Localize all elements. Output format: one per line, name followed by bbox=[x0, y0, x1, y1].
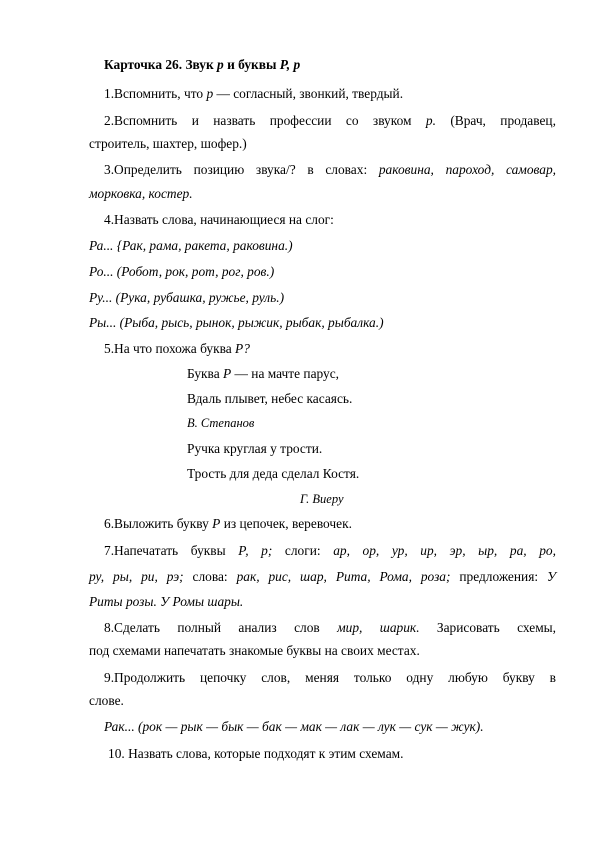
text-fragment: звуком bbox=[372, 113, 412, 128]
text-fragment: 5.На что похожа буква bbox=[104, 341, 236, 356]
item-3-line-2: морковка, костер. bbox=[89, 186, 193, 201]
item-10: 10. Назвать слова, которые подходят к этим схемам. bbox=[108, 746, 404, 761]
text-fragment: эр, bbox=[449, 543, 466, 558]
item-7-line-2 bbox=[89, 568, 556, 586]
text-fragment: и bbox=[191, 113, 199, 128]
text-fragment: 2.Вспомнить bbox=[104, 113, 178, 128]
text-fragment: 8.Сделать bbox=[104, 620, 160, 635]
text-fragment: Р, р bbox=[279, 57, 301, 72]
text-fragment: ар, bbox=[333, 543, 350, 558]
item-7 bbox=[104, 542, 556, 560]
text-fragment: р bbox=[217, 57, 224, 72]
text-fragment: буквы bbox=[190, 543, 226, 558]
item-6 bbox=[104, 515, 352, 533]
text-fragment: только bbox=[353, 670, 392, 685]
text-fragment: ор, bbox=[362, 543, 380, 558]
text-fragment: 7.Напечатать bbox=[104, 543, 179, 558]
poem-2-author: Г. Виеру bbox=[300, 492, 344, 506]
text-fragment: позицию bbox=[193, 162, 245, 177]
item-9-chain: Рак... (рок — рык — бык — бак — мак — лак — лук — сук — жук). bbox=[104, 719, 484, 734]
poem-2-line-2: Трость для деда сделал Костя. bbox=[187, 466, 360, 481]
syllable-line: Ро... (Робот, рок, рот, рог, ров.) bbox=[89, 264, 275, 279]
card-title bbox=[104, 56, 300, 74]
text-fragment: слов bbox=[294, 620, 320, 635]
item-3 bbox=[104, 161, 556, 179]
text-fragment: р. bbox=[425, 113, 436, 128]
text-fragment: назвать bbox=[213, 113, 256, 128]
item-7-line-3: Риты розы. У Ромы шары. bbox=[89, 594, 244, 609]
text-fragment: шарик. bbox=[379, 620, 420, 635]
text-fragment: (Врач, bbox=[450, 113, 486, 128]
text-fragment: цепочку bbox=[199, 670, 247, 685]
item-8 bbox=[104, 619, 556, 637]
text-fragment: раковина, bbox=[378, 162, 434, 177]
item-1 bbox=[104, 85, 403, 103]
poem-1-line-1 bbox=[187, 365, 339, 383]
syllable-line: Ра... {Рак, рама, ракета, раковина.) bbox=[89, 238, 293, 253]
text-fragment: одну bbox=[406, 670, 434, 685]
text-fragment: У bbox=[546, 569, 556, 584]
text-fragment: Зарисовать bbox=[436, 620, 500, 635]
syllable-line: Ры... (Рыба, рысь, рынок, рыжик, рыбак, рыбалка.) bbox=[89, 315, 384, 330]
text-fragment: 6.Выложить букву bbox=[104, 516, 213, 531]
text-fragment: мир, bbox=[337, 620, 363, 635]
text-fragment: букву bbox=[502, 670, 535, 685]
text-fragment: предложения: bbox=[450, 569, 547, 584]
poem-1-author: В. Степанов bbox=[187, 416, 255, 430]
text-fragment: р bbox=[206, 86, 214, 101]
text-fragment: продавец, bbox=[500, 113, 556, 128]
text-fragment: меняя bbox=[305, 670, 340, 685]
text-fragment: Р bbox=[212, 516, 221, 531]
text-fragment: в bbox=[549, 670, 556, 685]
text-fragment: — согласный, звонкий, твердый. bbox=[213, 86, 404, 101]
text-fragment: анализ bbox=[238, 620, 277, 635]
text-fragment: слоги: bbox=[284, 543, 321, 558]
item-8-line-2: под схемами напечатать знакомые буквы на своих местах. bbox=[89, 643, 420, 658]
text-fragment: из цепочек, веревочек. bbox=[220, 516, 352, 531]
text-fragment: пароход, bbox=[445, 162, 495, 177]
text-fragment: ро, bbox=[539, 543, 556, 558]
text-fragment: слов, bbox=[261, 670, 291, 685]
text-fragment: звука/? bbox=[255, 162, 296, 177]
text-fragment: р; bbox=[261, 543, 273, 558]
text-fragment: полный bbox=[177, 620, 222, 635]
text-fragment: Карточка 26. Звук bbox=[104, 57, 218, 72]
text-fragment: Р? bbox=[235, 341, 250, 356]
text-fragment: профессии bbox=[269, 113, 332, 128]
text-fragment: рак, рис, шар, Рита, Рома, роза; bbox=[236, 569, 451, 584]
poem-1-line-2: Вдаль плывет, небес касаясь. bbox=[187, 391, 353, 406]
text-fragment: Р, bbox=[238, 543, 249, 558]
text-fragment: словах: bbox=[325, 162, 368, 177]
item-2 bbox=[104, 112, 556, 130]
text-fragment: схемы, bbox=[517, 620, 557, 635]
text-fragment: Буква bbox=[187, 366, 223, 381]
text-fragment: 9.Продолжить bbox=[104, 670, 186, 685]
text-fragment: ур, bbox=[391, 543, 408, 558]
text-fragment: ра, bbox=[509, 543, 527, 558]
item-9-line-2: слове. bbox=[89, 693, 124, 708]
text-fragment: Р bbox=[223, 366, 232, 381]
text-fragment: ир, bbox=[420, 543, 438, 558]
text-fragment: со bbox=[345, 113, 359, 128]
text-fragment: и буквы bbox=[223, 57, 280, 72]
text-fragment: 1.Вспомнить, что bbox=[104, 86, 207, 101]
poem-2-line-1: Ручка круглая у трости. bbox=[187, 441, 323, 456]
item-2-line-2: строитель, шахтер, шофер.) bbox=[89, 136, 247, 151]
text-fragment: — на мачте парус, bbox=[231, 366, 340, 381]
text-fragment: любую bbox=[448, 670, 488, 685]
syllable-line: Ру... (Рука, рубашка, ружье, руль.) bbox=[89, 290, 285, 305]
item-4: 4.Назвать слова, начинающиеся на слог: bbox=[104, 212, 334, 227]
item-9 bbox=[104, 669, 556, 687]
text-fragment: самовар, bbox=[506, 162, 556, 177]
item-5 bbox=[104, 340, 250, 358]
text-fragment: 3.Определить bbox=[104, 162, 182, 177]
text-fragment: в bbox=[307, 162, 314, 177]
text-fragment: ыр, bbox=[478, 543, 498, 558]
text-fragment: ру, ры, ри, рэ; bbox=[89, 569, 184, 584]
text-fragment: слова: bbox=[183, 569, 237, 584]
